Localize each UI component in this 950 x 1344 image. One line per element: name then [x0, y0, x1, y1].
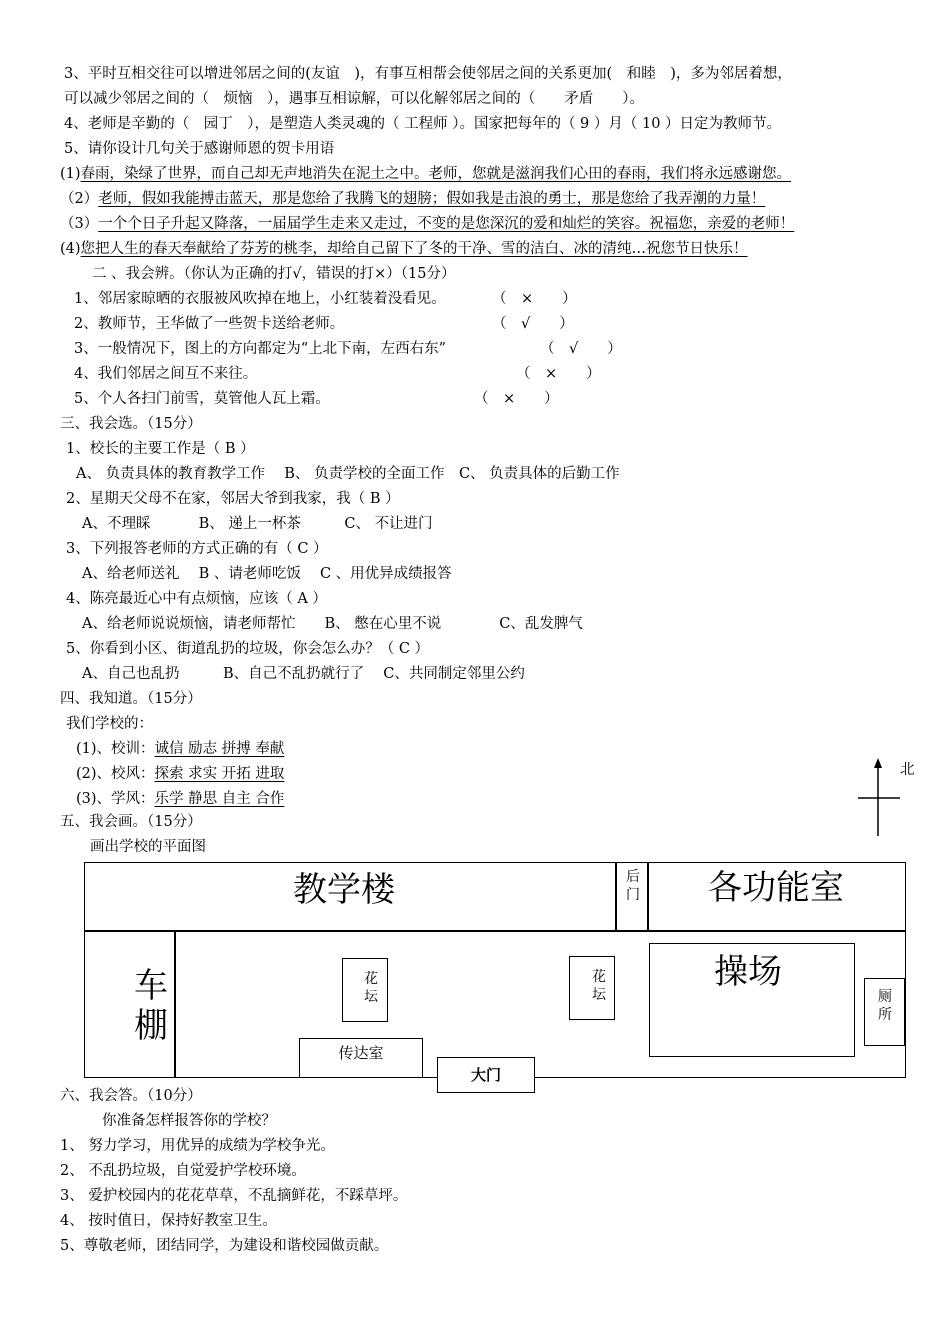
q5-title: 五、我会画。（15分） — [60, 814, 202, 830]
q6-answer-5: 5、尊敬老师，团结同学，为建设和谐校园做贡献。 — [60, 1238, 389, 1254]
q2-item-4: 4、我们邻居之间互不来往。 — [74, 366, 258, 382]
q3-line-3: 2、星期天父母不在家，邻居大爷到我家，我（ B ） — [66, 491, 400, 507]
q1-line5: 5、请你设计几句关于感谢师恩的贺卡用语 — [64, 141, 335, 157]
q3-line-7: 4、陈亮最近心中有点烦恼，应该（ A ） — [66, 591, 327, 607]
q6-question: 你准备怎样报答你的学校？ — [102, 1113, 276, 1129]
q6-answer-3: 3、 爱护校园内的花花草草，不乱摘鲜花，不踩草坪。 — [60, 1188, 408, 1204]
greeting-3-prefix: （3） — [60, 216, 99, 232]
q6-answer-1: 1、 努力学习，用优异的成绩为学校争光。 — [60, 1138, 335, 1154]
q3-line-6: A、给老师送礼 B 、请老师吃饭 C 、用优异成绩报答 — [82, 566, 452, 582]
gate-house-label: 传达室 — [338, 1044, 384, 1062]
q4-title: 四、我知道。（15分） — [60, 691, 202, 707]
greeting-2-prefix: （2） — [60, 191, 99, 207]
north-arrow-icon — [850, 756, 930, 840]
playground-label: 操场 — [714, 952, 782, 992]
q6-title: 六、我会答。（10分） — [60, 1088, 202, 1104]
flower-bed-1-label: 花坛 — [364, 971, 378, 1005]
q3-line-8: A、给老师说说烦恼，请老师帮忙 B、 憋在心里不说 C、乱发脾气 — [82, 616, 583, 632]
q2-answer-3: （ √ ） — [540, 341, 622, 357]
bike-shed-label: 车棚 — [134, 966, 168, 1046]
map-divider — [84, 930, 906, 932]
teaching-building-label: 教学楼 — [293, 870, 395, 910]
north-label: 北 — [900, 762, 915, 778]
greeting-4 — [60, 239, 748, 259]
back-gate-right-wall — [647, 862, 649, 931]
q3-title: 三、我会选。（15分） — [60, 416, 202, 432]
q2-item-2: 2、教师节，王华做了一些贺卡送给老师。 — [74, 316, 345, 332]
study-style-value: 乐学 静思 自主 合作 — [154, 791, 285, 807]
function-rooms-label: 各功能室 — [708, 868, 844, 908]
q1-line4: 4、老师是辛勤的（ 园丁 ），是塑造人类灵魂的（ 工程师 ）。国家把每年的（ 9 ）月（ 10 ）日定为教师节。 — [64, 116, 782, 132]
q4-item-2 — [76, 764, 284, 784]
q4-item-3 — [76, 789, 284, 809]
q4-intro: 我们学校的： — [66, 716, 153, 732]
q3-line-2: A、 负责具体的教育教学工作 B、 负责学校的全面工作 C、 负责具体的后勤工作 — [76, 466, 620, 482]
q3-line-1: 1、校长的主要工作是（ B ） — [66, 441, 255, 457]
greeting-2-text: 老师，假如我能搏击蓝天，那是您给了我腾飞的翅膀；假如我是击浪的勇士，那是您给了我弄潮的力量！ — [98, 191, 766, 207]
greeting-4-prefix: (4) — [60, 241, 81, 257]
q1-line3a: 3、平时互相交往可以增进邻居之间的(友谊 )，有事互相帮会使邻居之间的关系更加( 和睦 )，多为邻居着想， — [64, 66, 792, 82]
greeting-4-text: 您把人生的春天奉献给了芬芳的桃李，却给自己留下了冬的干净、雪的洁白、冰的清纯…祝您节日快乐！ — [80, 241, 748, 257]
q2-answer-1: （ × ） — [492, 291, 577, 307]
q3-line-9: 5、你看到小区、街道乱扔的垃圾，你会怎么办？（ C ） — [66, 641, 430, 657]
q2-answer-2: （ √ ） — [492, 316, 574, 332]
flower-bed-2-label: 花坛 — [592, 969, 606, 1003]
q2-title: 二 、我会辨。（你认为正确的打√，错误的打×）（15分） — [92, 266, 456, 282]
toilet-label: 厕所 — [878, 989, 892, 1023]
bike-shed-wall — [174, 931, 176, 1078]
q2-answer-5: （ × ） — [474, 391, 559, 407]
school-spirit-value: 探索 求实 开拓 进取 — [154, 766, 285, 782]
q6-answer-4: 4、 按时值日，保持好教室卫生。 — [60, 1213, 277, 1229]
school-spirit-label: (2)、校风： — [76, 766, 155, 782]
greeting-1 — [60, 164, 791, 184]
q4-item-1 — [76, 739, 284, 759]
q1-line3b: 可以减少邻居之间的（ 烦恼 ），遇事互相谅解，可以化解邻居之间的（ 矛盾 ）。 — [64, 91, 644, 107]
q2-item-5: 5、个人各扫门前雪，莫管他人瓦上霜。 — [74, 391, 330, 407]
q3-line-10: A、自己也乱扔 B、自己不乱扔就行了 C、共同制定邻里公约 — [82, 666, 525, 682]
q3-line-5: 3、下列报答老师的方式正确的有（ C ） — [66, 541, 328, 557]
motto-label: (1)、校训： — [76, 741, 155, 757]
q2-item-3: 3、一般情况下，图上的方向都定为“上北下南，左西右东” — [74, 341, 447, 357]
greeting-3-text: 一个个日子升起又降落，一届届学生走来又走过，不变的是您深沉的爱和灿烂的笑容。祝福您，亲爱的老师！ — [98, 216, 795, 232]
back-gate-left-wall — [615, 862, 617, 931]
greeting-3 — [60, 214, 794, 234]
q2-answer-4: （ × ） — [516, 366, 601, 382]
q5-intro: 画出学校的平面图 — [90, 839, 206, 855]
q2-item-1: 1、邻居家晾晒的衣服被风吹掉在地上，小红装着没看见。 — [74, 291, 446, 307]
main-gate-label: 大门 — [470, 1066, 501, 1084]
motto-value: 诚信 励志 拼搏 奉献 — [154, 741, 285, 757]
greeting-2 — [60, 189, 765, 209]
q3-line-4: A、不理睬 B、 递上一杯茶 C、 不让进门 — [82, 516, 433, 532]
q6-answer-2: 2、 不乱扔垃圾，自觉爱护学校环境。 — [60, 1163, 306, 1179]
greeting-1-text: 春雨，染绿了世界，而自己却无声地消失在泥土之中。老师，您就是滋润我们心田的春雨，我们将永远感谢您。 — [80, 166, 792, 182]
greeting-1-prefix: (1) — [60, 166, 81, 182]
study-style-label: (3)、学风： — [76, 791, 155, 807]
back-gate-label: 后门 — [626, 869, 640, 903]
